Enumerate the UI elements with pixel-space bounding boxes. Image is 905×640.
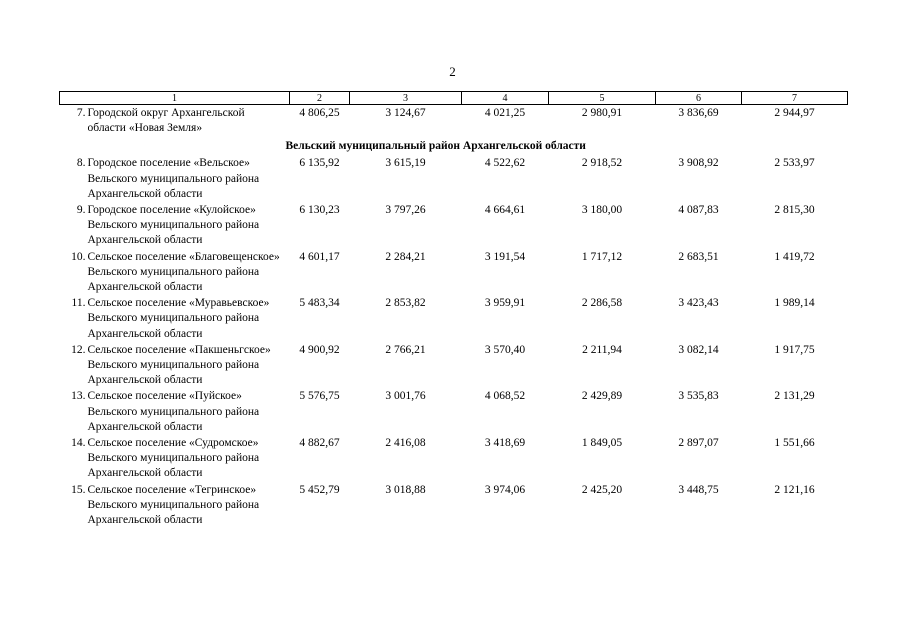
value-cell-col-5: 1 717,12	[581, 250, 623, 263]
value-cell-col-2: 6 130,23	[299, 204, 340, 217]
settlement-cell	[60, 295, 290, 342]
value-cell-col-7: 2 533,97	[774, 157, 815, 170]
value-cell-col-3: 2 284,21	[385, 250, 426, 263]
value-cell-col-3: 2 766,21	[385, 343, 426, 356]
value-cell-col-7: 2 944,97	[774, 107, 815, 119]
value-cell-col-6: 3 423,43	[678, 297, 719, 310]
value-cell-col-7: 2 121,16	[774, 483, 815, 496]
column-header-7: 7	[742, 92, 848, 105]
value-cell-col-5: 1 849,05	[581, 437, 623, 450]
district-heading-row	[60, 136, 848, 155]
table-row	[60, 342, 848, 389]
settlement-name: Сельское поселение «Благовещенское» Вельского муниципального района Архангельской области	[87, 250, 280, 294]
settlement-cell	[60, 105, 290, 137]
page-number: 2	[449, 64, 456, 79]
value-cell-col-7: 2 815,30	[774, 204, 815, 217]
value-cell-col-5: 2 286,58	[581, 297, 623, 310]
district-heading: Вельский муниципальный район Архангельской области	[285, 140, 586, 153]
value-cell-col-4: 4 021,25	[484, 107, 526, 119]
table-row	[60, 249, 848, 296]
table-row	[60, 155, 848, 202]
value-cell-col-5: 3 180,00	[581, 204, 623, 217]
table-row	[60, 295, 848, 342]
settlement-name: Сельское поселение «Пакшеньгское» Вельского муниципального района Архангельской области	[87, 343, 271, 387]
value-cell-col-3: 2 416,08	[385, 437, 426, 450]
value-cell-col-4: 4 068,52	[484, 390, 526, 403]
value-cell-col-7: 1 551,66	[774, 437, 815, 450]
settlement-cell	[60, 249, 290, 296]
settlement-name: Сельское поселение «Тегринское» Вельского муниципального района Архангельской области	[87, 483, 260, 527]
value-cell-col-2: 5 483,34	[299, 297, 340, 310]
value-cell-col-5: 2 429,89	[581, 390, 623, 403]
value-cell-col-2: 4 601,17	[299, 250, 340, 263]
value-cell-col-6: 3 908,92	[678, 157, 719, 170]
settlement-name: Сельское поселение «Судромское» Вельского муниципального района Архангельской области	[87, 437, 260, 480]
value-cell-col-7: 1 419,72	[774, 250, 815, 263]
row-index: 8.	[76, 157, 86, 170]
table-row	[60, 105, 848, 137]
table-body	[60, 105, 848, 529]
value-cell-col-7: 1 989,14	[774, 297, 815, 310]
table-row	[60, 435, 848, 482]
value-cell-col-5: 2 425,20	[581, 483, 623, 496]
settlement-cell	[60, 155, 290, 202]
tariff-table	[59, 91, 848, 528]
row-index: 13.	[71, 390, 86, 403]
value-cell-col-7: 2 131,29	[774, 390, 815, 403]
value-cell-col-3: 3 797,26	[385, 204, 426, 217]
value-cell-col-4: 4 522,62	[484, 157, 526, 170]
column-header-6: 6	[656, 92, 742, 105]
value-cell-col-2: 4 882,67	[299, 437, 340, 450]
settlement-name: Городской округ Архангельской области «Новая Земля»	[87, 107, 245, 135]
row-index: 12.	[71, 343, 86, 356]
column-header-5: 5	[549, 92, 656, 105]
settlement-cell	[60, 202, 290, 249]
value-cell-col-3: 3 124,67	[385, 107, 426, 119]
settlement-cell	[60, 342, 290, 389]
settlement-cell	[60, 435, 290, 482]
value-cell-col-6: 4 087,83	[678, 204, 719, 217]
value-cell-col-3: 3 001,76	[385, 390, 426, 403]
value-cell-col-4: 3 418,69	[484, 437, 526, 450]
row-index: 14.	[71, 437, 86, 450]
value-cell-col-2: 5 576,75	[299, 390, 340, 403]
column-number-row	[60, 92, 848, 105]
value-cell-col-6: 3 836,69	[678, 107, 719, 119]
value-cell-col-3: 3 615,19	[385, 157, 426, 170]
value-cell-col-3: 3 018,88	[385, 483, 426, 496]
value-cell-col-4: 3 974,06	[484, 483, 526, 496]
value-cell-col-2: 6 135,92	[299, 157, 340, 170]
table-row	[60, 388, 848, 435]
value-cell-col-6: 2 683,51	[678, 250, 719, 263]
table-row	[60, 202, 848, 249]
value-cell-col-2: 5 452,79	[299, 483, 340, 496]
value-cell-col-6: 3 448,75	[678, 483, 719, 496]
settlement-name: Сельское поселение «Пуйское» Вельского муниципального района Архангельской области	[87, 390, 260, 433]
value-cell-col-7: 1 917,75	[774, 343, 815, 356]
value-cell-col-4: 3 191,54	[484, 250, 526, 263]
value-cell-col-3: 2 853,82	[385, 297, 426, 310]
settlement-cell	[60, 388, 290, 435]
settlement-name: Сельское поселение «Муравьевское» Вельского муниципального района Архангельской области	[87, 297, 270, 340]
table-row	[60, 482, 848, 529]
value-cell-col-5: 2 211,94	[582, 343, 622, 356]
row-index: 11.	[71, 297, 86, 310]
row-index: 10.	[71, 250, 86, 263]
settlement-name: Городское поселение «Вельское» Вельского муниципального района Архангельской области	[87, 157, 260, 200]
value-cell-col-6: 2 897,07	[678, 437, 719, 450]
row-index: 15.	[71, 483, 86, 496]
value-cell-col-2: 4 900,92	[299, 343, 340, 356]
value-cell-col-4: 3 570,40	[484, 343, 526, 356]
column-header-2: 2	[290, 92, 350, 105]
value-cell-col-4: 4 664,61	[484, 204, 526, 217]
value-cell-col-6: 3 535,83	[678, 390, 719, 403]
value-cell-col-5: 2 980,91	[581, 107, 623, 119]
settlement-name: Городское поселение «Кулойское» Вельского муниципального района Архангельской области	[87, 204, 260, 247]
settlement-cell	[60, 482, 290, 529]
row-index: 7.	[76, 107, 86, 119]
column-header-4: 4	[462, 92, 549, 105]
value-cell-col-2: 4 806,25	[299, 107, 340, 119]
row-index: 9.	[76, 204, 86, 217]
column-header-1: 1	[60, 92, 290, 105]
value-cell-col-5: 2 918,52	[581, 157, 623, 170]
value-cell-col-6: 3 082,14	[678, 343, 719, 356]
value-cell-col-4: 3 959,91	[484, 297, 526, 310]
column-header-3: 3	[350, 92, 462, 105]
